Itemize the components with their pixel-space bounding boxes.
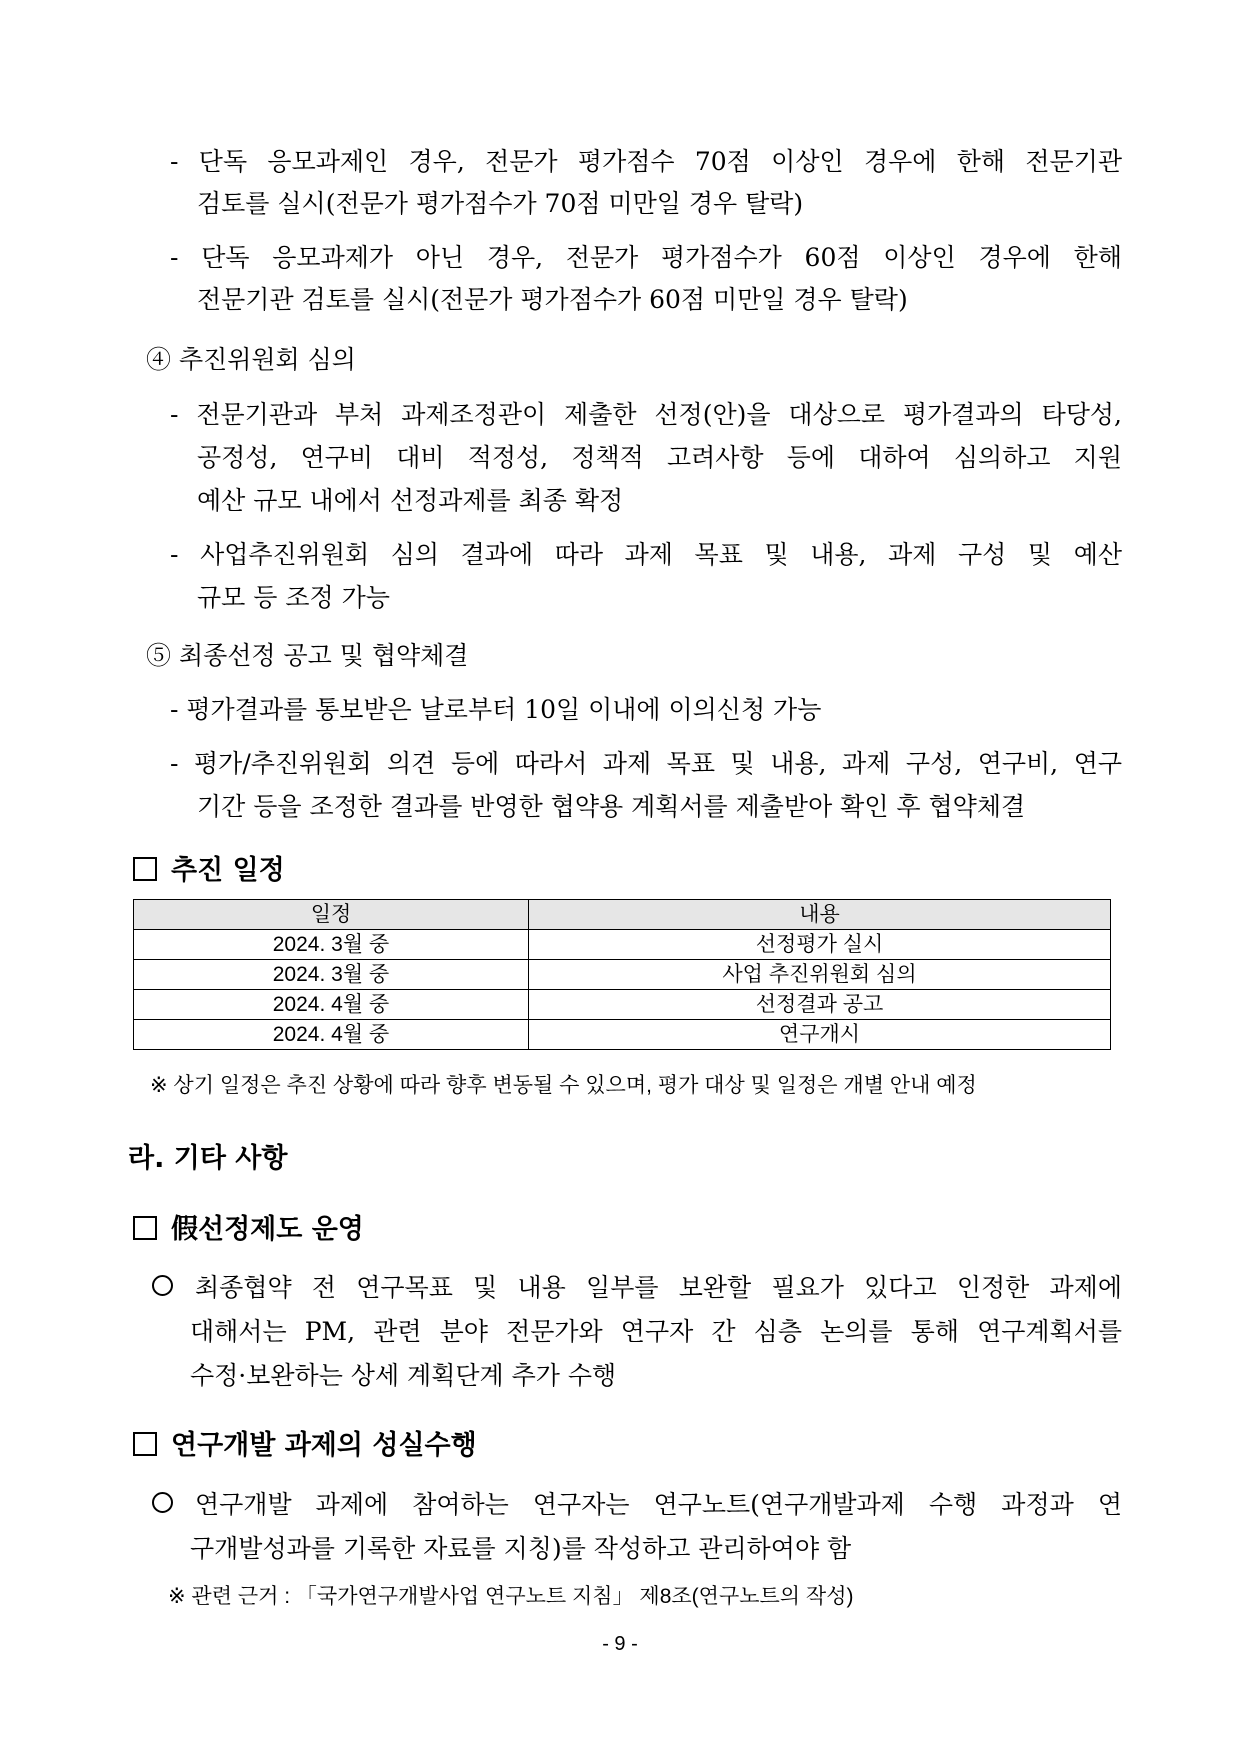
bullet-line: 기간 등을 조정한 결과를 반영한 협약용 계획서를 제출받아 확인 후 협약체결: [197, 792, 1026, 821]
item-4-title: ④ 추진위원회 심의: [146, 345, 356, 374]
section-title: 라. 기타 사항: [128, 1143, 288, 1174]
checkbox-square-icon: [133, 1216, 157, 1240]
paragraph-line: 수정·보완하는 상세 계획단계 추가 수행: [190, 1361, 617, 1390]
provisional-heading: 假선정제도 운영: [133, 1212, 364, 1248]
table-row: [134, 960, 1111, 990]
schedule-note: ※ 상기 일정은 추진 상황에 따라 향후 변동될 수 있으며, 평가 대상 및 일정은 개별 안내 예정: [150, 1074, 977, 1097]
table-cell: 선정평가 실시: [529, 930, 1111, 960]
bullet-line: 전문기관 검토를 실시(전문가 평가점수가 60점 미만일 경우 탈락): [197, 285, 908, 314]
paragraph-line: 구개발성과를 기록한 자료를 지칭)를 작성하고 관리하여야 함: [190, 1534, 852, 1563]
table-cell: 2024. 3월 중: [134, 930, 529, 960]
bullet-line: - 단독 응모과제가 아닌 경우, 전문가 평가점수가 60점 이상인 경우에 한해: [170, 243, 1122, 272]
reference-note: ※ 관련 근거 : 「국가연구개발사업 연구노트 지침」 제8조(연구노트의 작성): [168, 1585, 854, 1608]
table-cell: 2024. 4월 중: [134, 990, 529, 1020]
table-cell: 사업 추진위원회 심의: [529, 960, 1111, 990]
table-cell: 2024. 3월 중: [134, 960, 529, 990]
schedule-table: [133, 899, 1111, 1050]
page-number: - 9 -: [602, 1633, 638, 1655]
checkbox-square-icon: [133, 857, 157, 881]
bullet-line: - 단독 응모과제인 경우, 전문가 평가점수 70점 이상인 경우에 한해 전문기관: [170, 147, 1122, 176]
circle-bullet-icon: [152, 1275, 173, 1296]
bullet-line: - 사업추진위원회 심의 결과에 따라 과제 목표 및 내용, 과제 구성 및 예산: [170, 540, 1122, 569]
table-header-row: [134, 900, 1111, 930]
circle-bullet-icon: [152, 1492, 173, 1513]
bullet-line: - 평가/추진위원회 의견 등에 따라서 과제 목표 및 내용, 과제 구성, 연구비, 연구: [170, 749, 1122, 778]
table-cell: 연구개시: [529, 1020, 1111, 1050]
paragraph-line: 대해서는 PM, 관련 분야 전문가와 연구자 간 심층 논의를 통해 연구계획서를: [190, 1317, 1122, 1346]
bullet-line: - 평가결과를 통보받은 날로부터 10일 이내에 이의신청 가능: [170, 695, 822, 724]
bullet-line: 규모 등 조정 가능: [197, 583, 390, 612]
bullet-line: 검토를 실시(전문가 평가점수가 70점 미만일 경우 탈락): [197, 189, 804, 218]
table-cell: 2024. 4월 중: [134, 1020, 529, 1050]
paragraph-line: 최종협약 전 연구목표 및 내용 일부를 보완할 필요가 있다고 인정한 과제에: [152, 1270, 1122, 1306]
bullet-line: 공정성, 연구비 대비 적정성, 정책적 고려사항 등에 대하여 심의하고 지원: [197, 443, 1122, 472]
bullet-line: - 전문기관과 부처 과제조정관이 제출한 선정(안)을 대상으로 평가결과의 타당성,: [170, 400, 1122, 429]
bullet-line: 예산 규모 내에서 선정과제를 최종 확정: [197, 486, 624, 515]
checkbox-square-icon: [133, 1432, 157, 1456]
schedule-heading: 추진 일정: [133, 853, 285, 889]
table-row: [134, 990, 1111, 1020]
column-header: 일정: [134, 900, 529, 930]
paragraph-line: 연구개발 과제에 참여하는 연구자는 연구노트(연구개발과제 수행 과정과 연: [152, 1487, 1122, 1523]
item-5-title: ⑤ 최종선정 공고 및 협약체결: [146, 641, 469, 670]
column-header: 내용: [529, 900, 1111, 930]
table-row: [134, 1020, 1111, 1050]
table-cell: 선정결과 공고: [529, 990, 1111, 1020]
table-row: [134, 930, 1111, 960]
faithful-heading: 연구개발 과제의 성실수행: [133, 1428, 477, 1464]
